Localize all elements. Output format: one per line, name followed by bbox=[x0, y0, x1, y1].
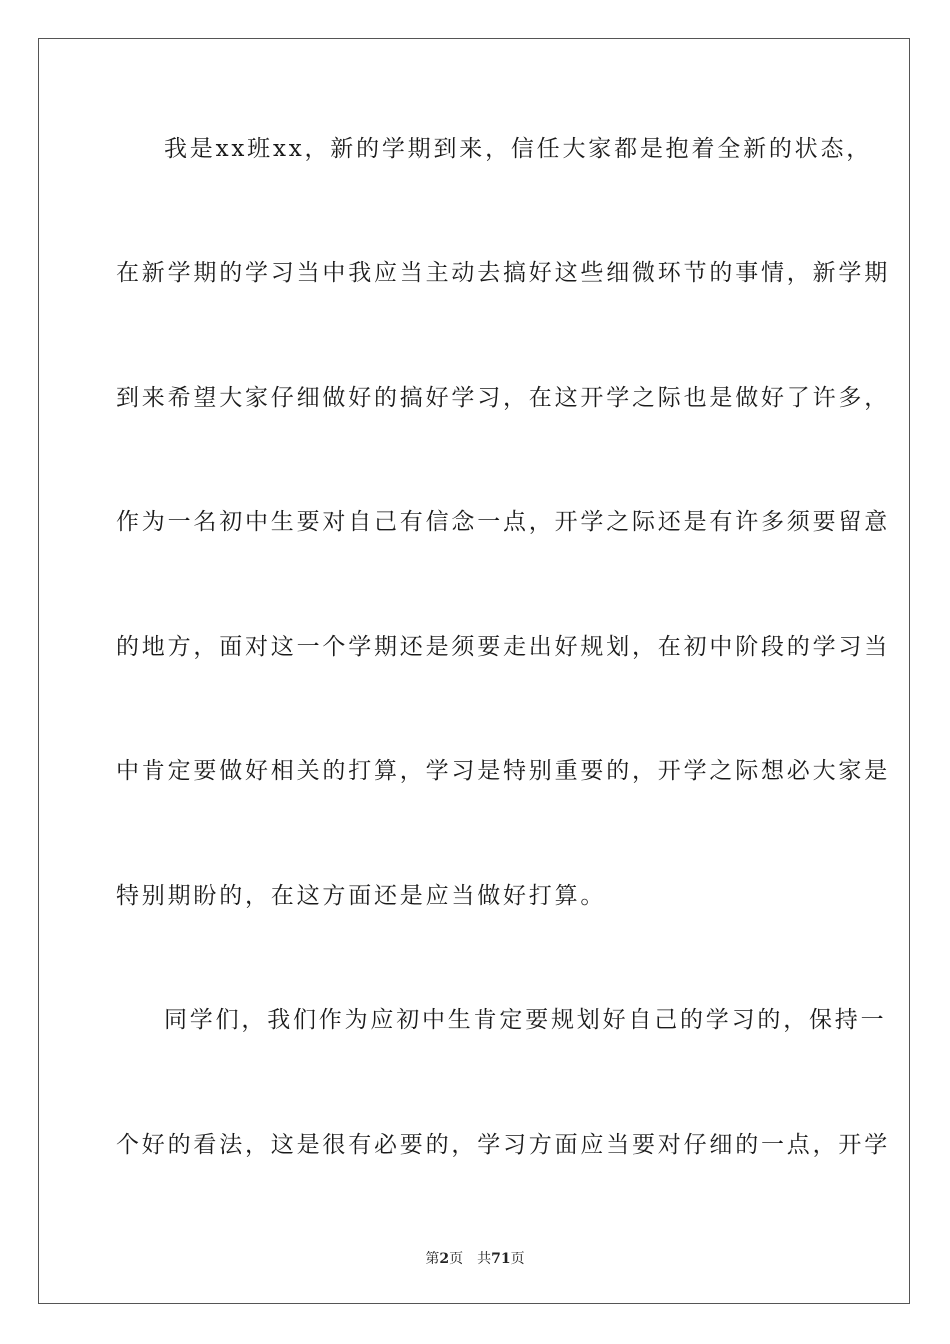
paragraph-1-line-3: 到来希望大家仔细做好的搞好学习，在这开学之际也是做好了许多， bbox=[116, 385, 890, 411]
paragraph-1-line-6: 中肯定要做好相关的打算，学习是特别重要的，开学之际想必大家是 bbox=[116, 758, 890, 784]
page-number: 2 bbox=[439, 1251, 450, 1267]
paragraph-1-line-5: 的地方，面对这一个学期还是须要走出好规划，在初中阶段的学习当 bbox=[116, 634, 890, 660]
total-suffix: 页 bbox=[510, 1251, 525, 1267]
page-footer bbox=[0, 1248, 950, 1268]
page-prefix: 第 bbox=[425, 1251, 440, 1267]
page-suffix: 页 bbox=[449, 1251, 464, 1267]
total-pages: 71 bbox=[491, 1251, 511, 1267]
paragraph-2-line-1: 同学们，我们作为应初中生肯定要规划好自己的学习的，保持一 bbox=[164, 1007, 887, 1033]
paragraph-1-line-2: 在新学期的学习当中我应当主动去搞好这些细微环节的事情，新学期 bbox=[116, 260, 890, 286]
paragraph-1-line-4: 作为一名初中生要对自己有信念一点，开学之际还是有许多须要留意 bbox=[116, 509, 890, 535]
page-border bbox=[38, 38, 910, 1304]
paragraph-2-line-2: 个好的看法，这是很有必要的，学习方面应当要对仔细的一点，开学 bbox=[116, 1132, 890, 1158]
total-prefix: 共 bbox=[477, 1251, 492, 1267]
paragraph-1-line-1: 我是xx班xx，新的学期到来，信任大家都是抱着全新的状态， bbox=[164, 136, 873, 162]
paragraph-1-line-7: 特别期盼的，在这方面还是应当做好打算。 bbox=[116, 883, 607, 909]
